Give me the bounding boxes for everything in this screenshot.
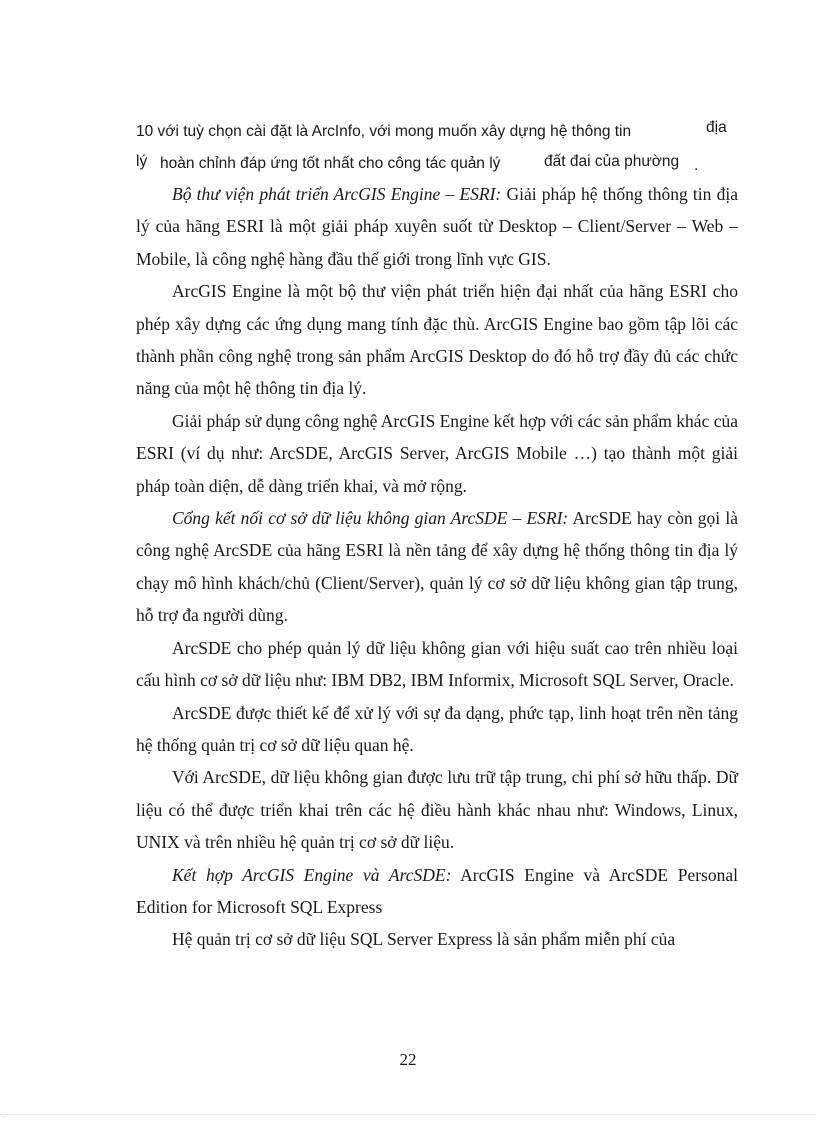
paragraph-text: ArcGIS Engine là một bộ thư viện phát triển hiện đại nhất của hãng ESRI cho phép xây dựng các ứng dụng mang tính đặc thù. ArcGIS Engine bao gồm tập lõi các thành phần công nghệ trong sản phẩm ArcGIS Desktop do đó hỗ trợ đầy đủ các chức năng của một hệ thông tin địa lý. [136, 281, 738, 399]
paragraph-text: Với ArcSDE, dữ liệu không gian được lưu trữ tập trung, chi phí sở hữu thấp. Dữ liệu có thể được triển khai trên các hệ điều hành khác nhau như: Windows, Linux, UNIX và trên nhiều hệ quản trị cơ sở dữ liệu. [136, 767, 738, 853]
paragraph [136, 405, 738, 502]
paragraph-text: ArcGIS Engine và ArcSDE Personal Edition for Microsoft SQL Express [136, 864, 738, 917]
paragraph-text: Giải pháp sử dụng công nghệ ArcGIS Engine kết hợp với các sản phẩm khác của ESRI (ví dụ như: ArcSDE, ArcGIS Server, ArcGIS Mobile …) tạo thành một giải pháp toàn diện, dễ dàng triển khai, và mở rộng. [136, 410, 738, 496]
paragraph [136, 697, 738, 762]
paragraph-text: ArcSDE được thiết kế để xử lý với sự đa dạng, phức tạp, linh hoạt trên nền tảng hệ thống quản trị cơ sở dữ liệu quan hệ. [136, 702, 738, 755]
opening-line-2-end: đất đai của phường [544, 153, 680, 170]
paragraph [136, 923, 738, 955]
opening-line-2-period: . [694, 157, 699, 174]
paragraph-text: Giải pháp hệ thống thông tin địa lý của hãng ESRI là một giải pháp xuyên suốt từ Desktop – Client/Server – Web – Mobile, là công nghệ hàng đầu thế giới trong lĩnh vực GIS. [136, 184, 738, 269]
paragraph-text: Hệ quản trị cơ sở dữ liệu SQL Server Express là sản phẩm miễn phí của [172, 929, 676, 950]
opening-lines [136, 112, 738, 178]
paragraph-arcgis-engine-lib [136, 178, 738, 275]
paragraph-heading: Kết hợp ArcGIS Engine và ArcSDE: [172, 864, 452, 885]
page-number: 22 [399, 1050, 417, 1069]
opening-word-dia: địa [706, 119, 727, 136]
paragraph-heading: Cổng kết nối cơ sở dữ liệu không gian ArcSDE – ESRI: [172, 508, 569, 529]
opening-line-2: hoàn chỉnh đáp ứng tốt nhất cho công tác quản lý [160, 155, 501, 172]
paragraph [136, 275, 738, 405]
paragraph-heading: Bộ thư viện phát triển ArcGIS Engine – ESRI: [172, 184, 502, 204]
paragraph-arcsde-gateway [136, 502, 738, 632]
paragraph [136, 632, 738, 697]
page-bottom-divider [0, 1114, 816, 1115]
body-text [136, 112, 738, 956]
paragraph-combine [136, 859, 738, 924]
opening-word-ly: lý [136, 153, 148, 170]
opening-line-1: 10 với tuỳ chọn cài đặt là ArcInfo, với mong muốn xây dựng hệ thông tin [136, 123, 632, 140]
paragraph-text: ArcSDE cho phép quản lý dữ liệu không gian với hiệu suất cao trên nhiều loại cấu hình cơ sở dữ liệu như: IBM DB2, IBM Informix, Microsoft SQL Server, Oracle. [136, 637, 738, 691]
paragraph [136, 761, 738, 858]
paragraph-text: ArcSDE hay còn gọi là công nghệ ArcSDE của hãng ESRI là nền tảng để xây dựng hệ thống thông tin địa lý chạy mô hình khách/chủ (Client/Server), quản lý cơ sở dữ liệu không gian tập trung, hỗ trợ đa người dùng. [136, 508, 738, 626]
